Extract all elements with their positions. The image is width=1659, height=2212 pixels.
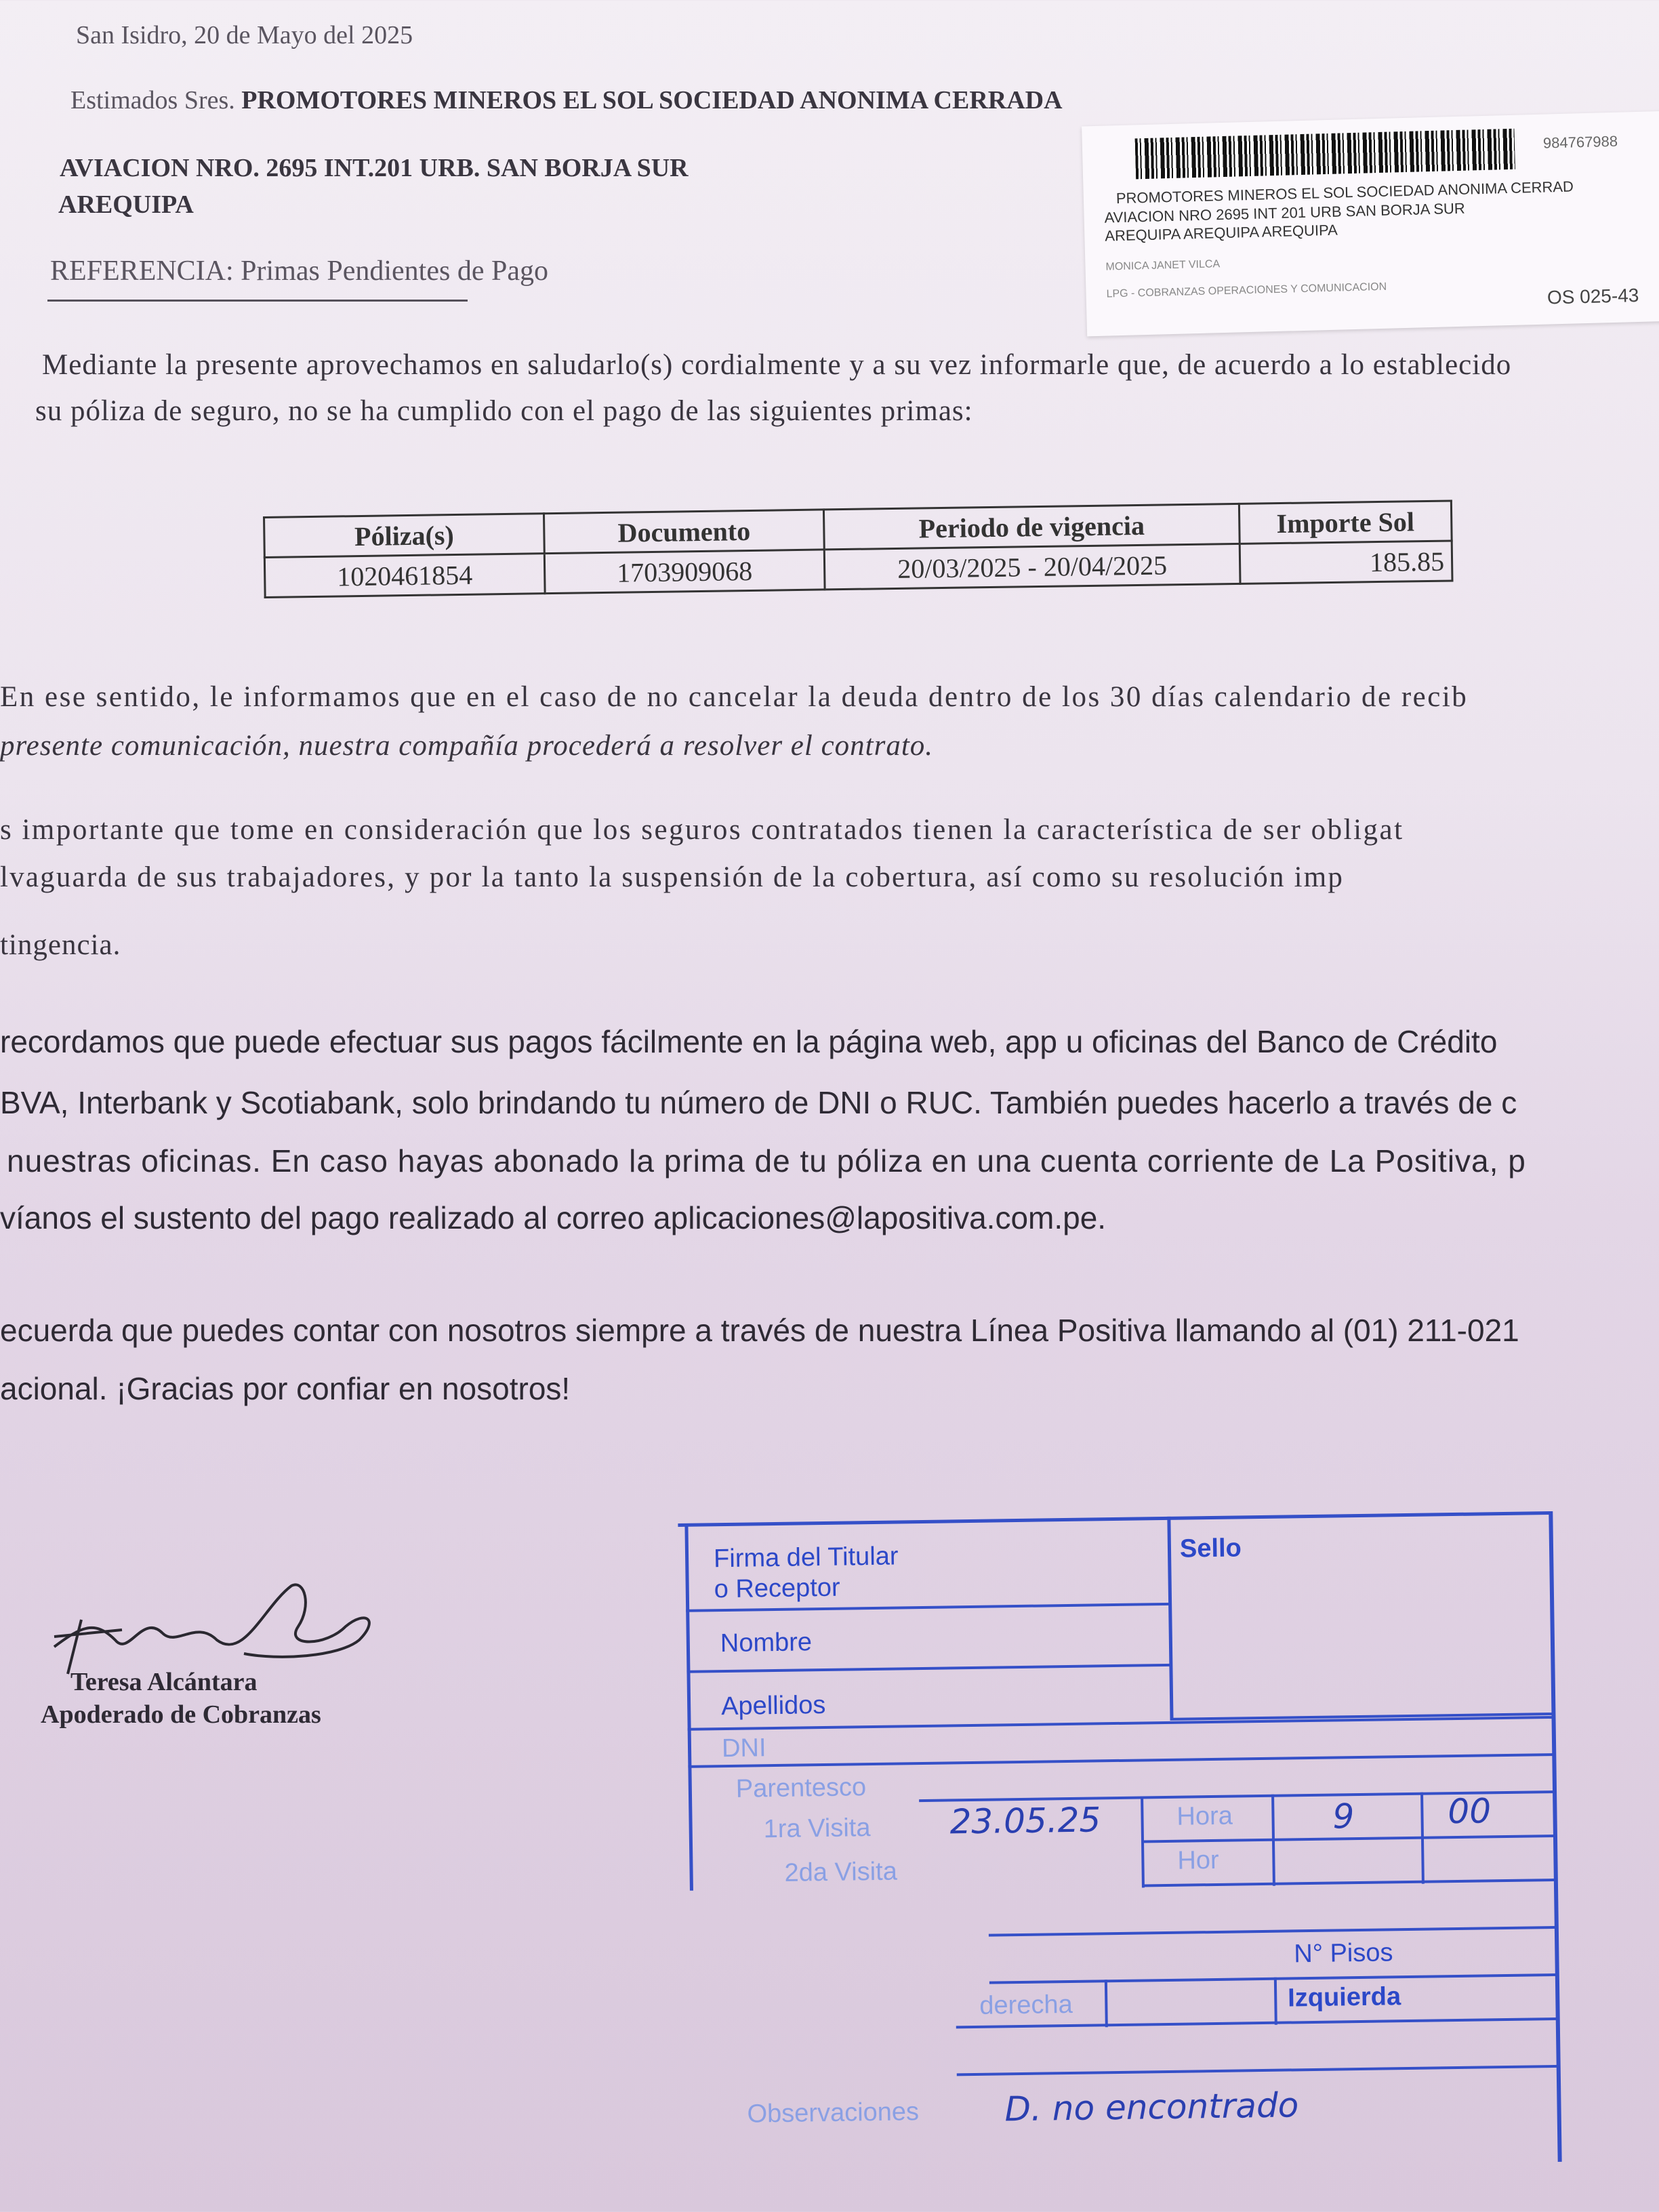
- intro-line1: Mediante la presente aprovechamos en saludarlo(s) cordialmente y a su vez informarle que, de acuerdo a lo establecido: [42, 349, 1512, 381]
- stamp-nombre: Nombre: [720, 1628, 813, 1658]
- intro-line2: su póliza de seguro, no se ha cumplido con el pago de las siguientes primas:: [35, 395, 973, 427]
- label-address1: AVIACION NRO 2695 INT 201 URB SAN BORJA SUR: [1104, 199, 1466, 226]
- p1-line2: presente comunicación, nuestra compañía procederá a resolver el contrato.: [0, 730, 934, 762]
- p3-line4: víanos el sustento del pago realizado al correo aplicaciones@lapositiva.com.pe.: [0, 1200, 1107, 1235]
- policy-table: [263, 499, 1454, 598]
- p3-line2: BVA, Interbank y Scotiabank, solo brindando tu número de DNI o RUC. También puedes hacerlo a través de c: [0, 1085, 1517, 1120]
- stamp-hora-value1: 9: [1332, 1797, 1355, 1837]
- p3-line3: nuestras oficinas. En caso hayas abonado la prima de tu póliza en una cuenta corriente de La Positiva, p: [7, 1143, 1526, 1179]
- address-line1: AVIACION NRO. 2695 INT.201 URB. SAN BORJA SUR: [60, 154, 689, 182]
- label-code: OS 025-43: [1547, 285, 1639, 308]
- stamp-firma-line2: o Receptor: [714, 1573, 840, 1604]
- stamp-hora: Hora: [1176, 1801, 1233, 1831]
- p3-line1: recordamos que puede efectuar sus pagos fácilmente en la página web, app u oficinas del Banco de Crédito: [0, 1024, 1498, 1059]
- stamp-observaciones-value: D. no encontrado: [1004, 2085, 1299, 2129]
- stamp-hora-value2: 00: [1448, 1791, 1492, 1832]
- stamp-visita1: 1ra Visita: [763, 1814, 871, 1844]
- stamp-firma-line1: Firma del Titular: [713, 1542, 899, 1574]
- stamp-visita1-date: 23.05.25: [949, 1800, 1101, 1842]
- table-cell: 185.85: [1240, 541, 1452, 583]
- label-company: PROMOTORES MINEROS EL SOL SOCIEDAD ANONIMA CERRAD: [1115, 178, 1574, 207]
- table-cell: 20/03/2025 - 20/04/2025: [824, 544, 1240, 590]
- table-header: Documento: [544, 510, 824, 554]
- address-line2: AREQUIPA: [58, 190, 194, 219]
- reference-underline: [47, 300, 468, 302]
- label-department: LPG - COBRANZAS OPERACIONES Y COMUNICACION: [1106, 281, 1387, 300]
- recipient-company: PROMOTORES MINEROS EL SOL SOCIEDAD ANONIMA CERRADA: [241, 86, 1063, 115]
- p1-line1: En ese sentido, le informamos que en el caso de no cancelar la deuda dentro de los 30 días calendario de recib: [0, 681, 1469, 713]
- p4-line1: ecuerda que puedes contar con nosotros siempre a través de nuestra Línea Positiva llamando al (01) 211-021: [0, 1313, 1519, 1348]
- address-label: [1082, 111, 1659, 337]
- signer-title: Apoderado de Cobranzas: [41, 1700, 321, 1729]
- stamp-sello: Sello: [1179, 1534, 1242, 1563]
- stamp-observaciones: Observaciones: [747, 2097, 920, 2129]
- label-address2: AREQUIPA AREQUIPA AREQUIPA: [1105, 221, 1338, 245]
- table-header: Periodo de vigencia: [823, 504, 1240, 550]
- p2-line3: tingencia.: [0, 929, 121, 961]
- stamp-izquierda: Izquierda: [1287, 1982, 1401, 2013]
- stamp-dni: DNI: [721, 1734, 766, 1763]
- p4-line2: acional. ¡Gracias por confiar en nosotros!: [0, 1371, 571, 1406]
- p2-line2: lvaguarda de sus trabajadores, y por la tanto la suspensión de la cobertura, así como su resolución imp: [0, 861, 1345, 893]
- signer-name: Teresa Alcántara: [70, 1668, 258, 1696]
- signature-block: [41, 1545, 393, 1729]
- greeting: [70, 85, 1063, 115]
- stamp-apellidos: Apellidos: [720, 1690, 826, 1721]
- stamp-parentesco: Parentesco: [735, 1773, 867, 1803]
- stamp-derecha: derecha: [979, 1990, 1073, 2020]
- greeting-prefix: Estimados Sres.: [70, 86, 235, 115]
- reference: REFERENCIA: Primas Pendientes de Pago: [50, 255, 548, 287]
- label-contact: MONICA JANET VILCA: [1105, 258, 1221, 273]
- p2-line1: s importante que tome en consideración que los seguros contratados tienen la característica de ser obligat: [0, 814, 1404, 846]
- barcode: [1135, 129, 1515, 180]
- table-header: Importe Sol: [1239, 501, 1452, 544]
- letter-date: San Isidro, 20 de Mayo del 2025: [76, 21, 413, 49]
- table-cell: 1703909068: [544, 550, 825, 594]
- barcode-number: 984767988: [1542, 132, 1618, 152]
- reception-stamp: [678, 1492, 1568, 2182]
- stamp-n-pisos: N° Pisos: [1294, 1938, 1393, 1969]
- stamp-hora2: Hor: [1177, 1845, 1219, 1875]
- table-cell: 1020461854: [264, 554, 545, 598]
- stamp-visita2: 2da Visita: [784, 1857, 898, 1887]
- table-header: Póliza(s): [264, 514, 545, 558]
- handwritten-signature: [41, 1545, 393, 1681]
